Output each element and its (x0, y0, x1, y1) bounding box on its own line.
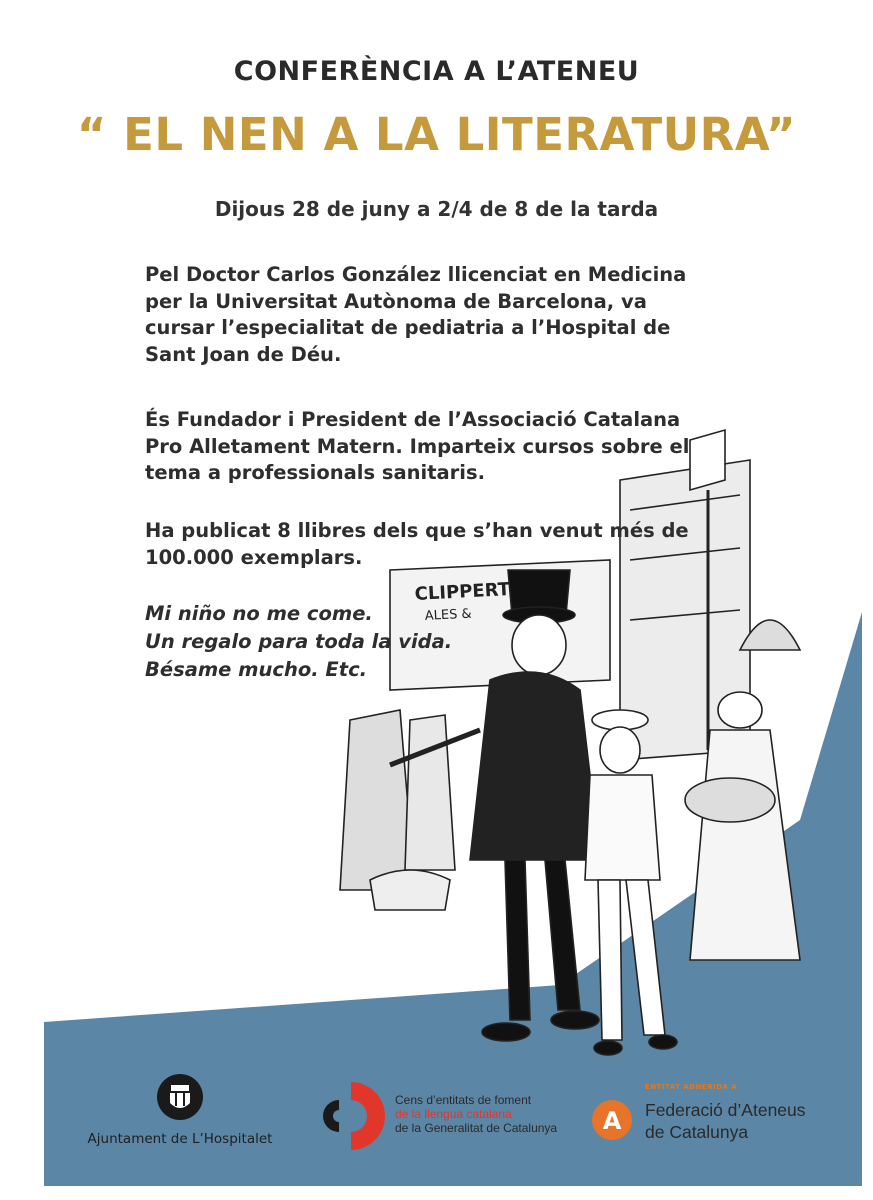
conference-title: “ EL NEN A LA LITERATURA” (76, 108, 797, 161)
bio-paragraph-1 (145, 262, 755, 368)
bio-paragraph-3 (145, 518, 755, 571)
event-type-heading: CONFERÈNCIA A L’ATENEU (233, 56, 640, 87)
bio-line: tema a professionals sanitaris. (145, 461, 485, 484)
shop-sign-subtext: ALES & (424, 606, 473, 624)
federacio-line: Federació d’Ateneus (645, 1100, 806, 1120)
federacio-tagline: ENTITAT ADHERIDA A (645, 1083, 738, 1091)
ajuntament-logo (80, 1073, 280, 1147)
bio-line: per la Universitat Autònoma de Barcelona, va (145, 289, 647, 313)
event-date: Dijous 28 de juny a 2/4 de 8 de la tarda (214, 197, 659, 221)
bio-line: cursar l’especialitat de pediatria a l’Hospital de (145, 316, 671, 339)
cens-line: de la Generalitat de Catalunya (395, 1121, 558, 1135)
book-title: Mi niño no me come. (145, 602, 373, 625)
bio-line: És Fundador i President de l’Associació Catalana (145, 408, 681, 431)
bio-line: Pro Alletament Matern. Imparteix cursos sobre el (145, 434, 690, 458)
cens-line-highlight: de la llengua catalana (395, 1107, 512, 1121)
shop-sign-text: CLIPPERT (414, 579, 511, 605)
ajuntament-caption: Ajuntament de L’Hospitalet (87, 1131, 273, 1147)
city-crest-icon (156, 1073, 204, 1121)
book-title: Un regalo para toda la vida. (145, 630, 453, 653)
book-title: Bésame mucho. Etc. (145, 658, 368, 681)
cens-caption (395, 1093, 557, 1135)
cens-line: Cens d’entitats de foment (395, 1093, 532, 1107)
federacio-line: de Catalunya (645, 1122, 749, 1142)
bio-paragraph-2 (145, 407, 755, 487)
bio-line: Pel Doctor Carlos González llicenciat en Medicina (145, 263, 687, 286)
bio-line: 100.000 exemplars. (145, 545, 363, 569)
bio-line: Sant Joan de Déu. (145, 342, 342, 366)
book-list (145, 600, 452, 684)
bio-line: Ha publicat 8 llibres dels que s’han venut més de (145, 519, 689, 542)
federacio-logo-letter: A (602, 1107, 622, 1135)
federacio-name (645, 1099, 806, 1143)
